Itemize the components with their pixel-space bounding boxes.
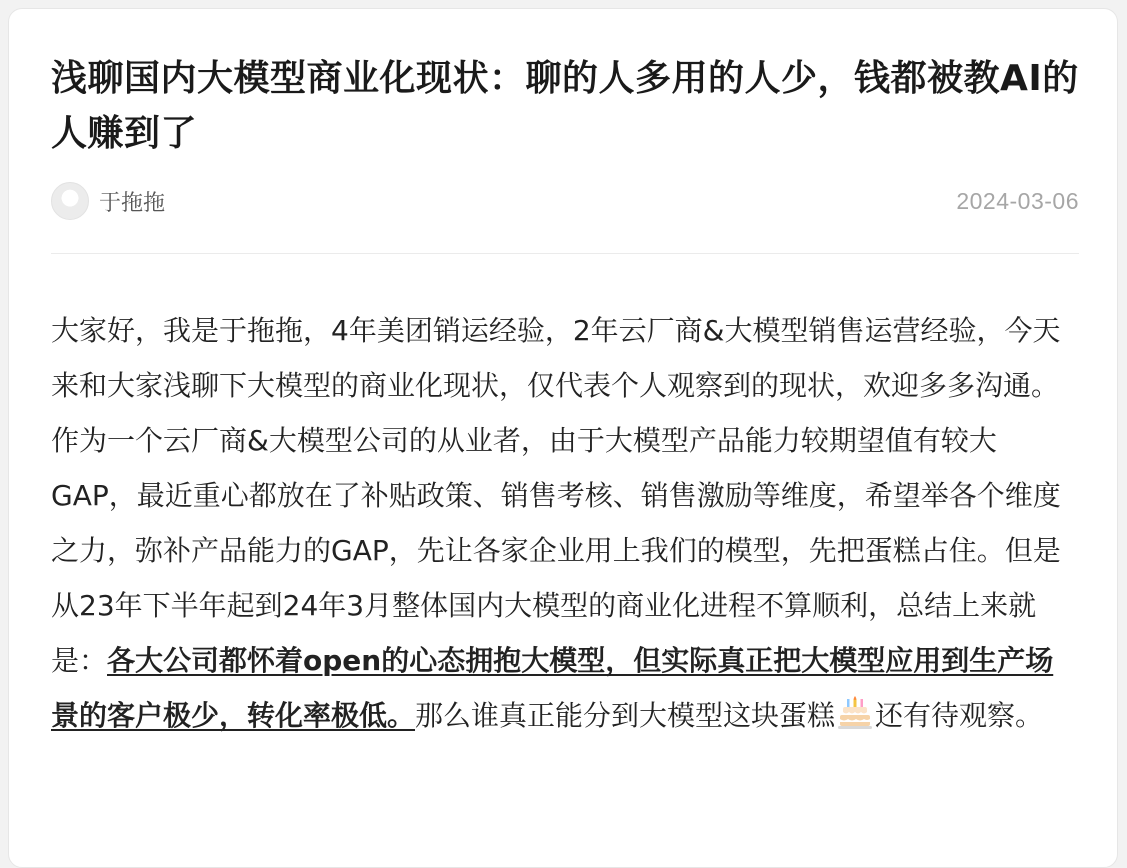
paragraph-intro: 大家好，我是于拖拖，4年美团销运经验，2年云厂商&大模型销售运营经验，今天来和大家浅聊下大模型的商业化现状，仅代表个人观察到的现状，欢迎多多沟通。 [51,314,1061,402]
divider [51,253,1079,254]
paragraph-main [51,413,1079,743]
author-name[interactable]: 于拖拖 [99,190,166,216]
paragraph-main-tail: 那么谁真正能分到大模型这块蛋糕 [415,699,836,732]
emphasis-text: 各大公司都怀着open的心态拥抱大模型，但实际真正把大模型应用到生产场景的客户极少，转化率极低。 [51,644,1054,732]
paragraph-main-lead: 作为一个云厂商&大模型公司的从业者，由于大模型产品能力较期望值有较大GAP，最近重心都放在了补贴政策、销售考核、销售激励等维度，希望举各个维度之力，弥补产品能力的GAP，先让各家企业用上我们的模型，先把蛋糕占住。但是从23年下半年起到24年3月整体国内大模型的商业化进程不算顺利，总结上来就是： [51,424,1061,677]
paragraph-main-end: 还有待观察。 [875,699,1044,732]
article-title: 浅聊国内大模型商业化现状：聊的人多用的人少，钱都被教AI的人赚到了 [51,58,1079,154]
avatar[interactable] [51,182,89,220]
article-meta [51,181,1079,221]
cake-icon [838,696,872,730]
publish-date: 2024-03-06 [956,187,1079,214]
author-info[interactable] [51,182,165,220]
article-body [51,303,1079,743]
article-card [8,8,1118,868]
